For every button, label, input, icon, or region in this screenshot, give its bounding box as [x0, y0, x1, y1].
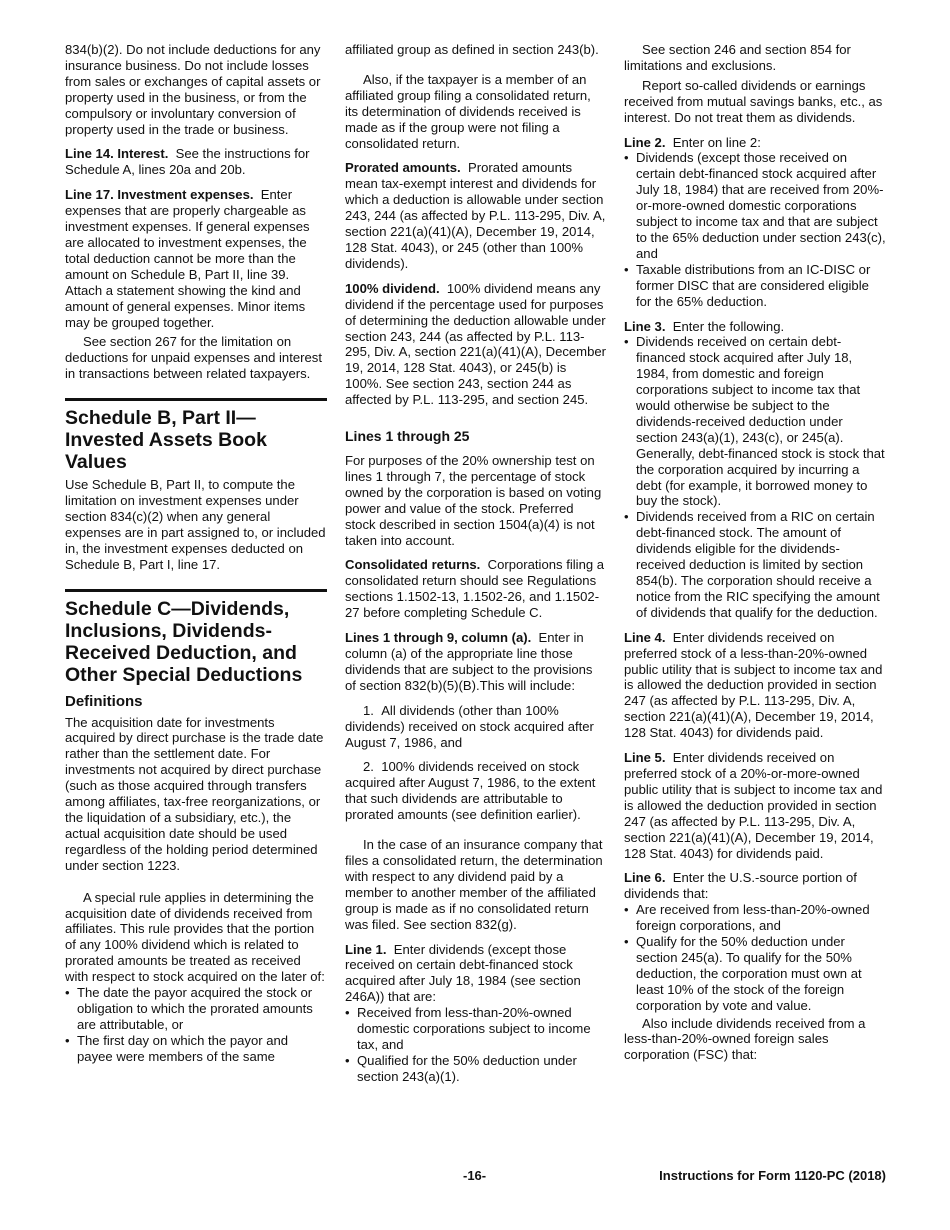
- bullet-item: • Qualified for the 50% deduction under section 243(a)(1).: [345, 1053, 607, 1085]
- column-3: [624, 42, 887, 1072]
- bullet-item: • Dividends received from a RIC on certain debt-financed stock. The amount of dividends eligible for the dividends-received deduction is limited by section 854(b). The corporation should receive a notice from the RIC specifying the amount of dividends that qualify for the deduction.: [624, 509, 887, 620]
- consolidated-paragraph: Consolidated returns. Corporations filing a consolidated return should see Regulations sections 1.1502-13, 1.1502-26, and 1.1502-27 before completing Schedule C.: [345, 557, 605, 621]
- prorated-paragraph: Prorated amounts. Prorated amounts mean tax-exempt interest and dividends for which a deduction is allowable under section 243, 244 (as affected by P.L. 113-295, Div. A, section 221(a)(41)(A), December 19, 2014, 128 Stat. 4043), or 245 (other than 100% dividends).: [345, 160, 606, 271]
- paragraph: Also, if the taxpayer is a member of an affiliated group filing a consolidated return, its determination of dividends received is made as if the group were not filing a consolidated return.: [345, 71, 591, 151]
- paragraph: affiliated group as defined in section 243(b).: [345, 42, 599, 57]
- line-2-heading: Line 2.: [624, 134, 666, 150]
- dividend-100-heading: 100% dividend.: [345, 280, 440, 296]
- numbered-item: 1. All dividends (other than 100% dividends) received on stock acquired after August 7, 1986, and: [345, 702, 594, 750]
- line-6-paragraph: Line 6. Enter the U.S.-source portion of dividends that:: [624, 870, 857, 902]
- bullet-item: • The first day on which the payor and payee were members of the same: [65, 1033, 327, 1065]
- numbered-item: 2. 100% dividends received on stock acquired after August 7, 1986, to the extent that such dividends are attributable to prorated amounts (see definition earlier).: [345, 759, 596, 823]
- paragraph: The acquisition date for investments acquired by direct purchase is the trade date rather than the settlement date. For investments not acquired by direct purchase (such as those acquired through transfers among affiliates, tax-free reorganizations, or the liquidation of a subsidiary, etc.), the actual acquisition date should be used regardless of the holding period determined under section 1223.: [65, 714, 324, 873]
- line-5-paragraph: Line 5. Enter dividends received on preferred stock of a 20%-or-more-owned public utility that is subject to income tax and is allowed the deduction provided in section 247 (as affected by P.L. 113-295, Div. A, section 221(a)(41)(A), December 19, 2014, 128 Stat. 4043) for dividends paid.: [624, 750, 883, 861]
- consolidated-heading: Consolidated returns.: [345, 557, 481, 573]
- lines-1-9-heading: Lines 1 through 9, column (a).: [345, 630, 532, 646]
- paragraph: 834(b)(2). Do not include deductions for any insurance business. Do not include losses from sales or exchanges of capital assets or property used in the business, or from the compulsory or involuntary conversion of property used in the trade or business.: [65, 42, 321, 137]
- line-17-paragraph: Line 17. Investment expenses. Enter expenses that are properly chargeable as investment expenses. If general expenses are allocated to investment expenses, the total deduction cannot be more than the amount on Schedule B, Part II, line 39. Attach a statement showing the kind and amount of general expenses. Minor items may be grouped together.: [65, 187, 310, 330]
- line-2-paragraph: Line 2. Enter on line 2:: [624, 134, 761, 150]
- bullet-item: • Received from less-than-20%-owned domestic corporations subject to income tax, and: [345, 1005, 607, 1053]
- line-6-heading: Line 6.: [624, 870, 666, 886]
- line-17-heading: Line 17. Investment expenses.: [65, 187, 254, 203]
- column-1: [65, 42, 327, 1065]
- paragraph: Also include dividends received from a less-than-20%-owned foreign sales corporation (FSC) that:: [624, 1015, 866, 1063]
- bullet-item: • Taxable distributions from an IC-DISC or former DISC that are considered eligible for the 65% deduction.: [624, 262, 887, 310]
- line-3-paragraph: Line 3. Enter the following.: [624, 318, 785, 334]
- lines-1-9-paragraph: Lines 1 through 9, column (a). Enter in column (a) of the appropriate line those dividends that are subject to the provisions of section 832(b)(5)(B).This will include:: [345, 630, 593, 693]
- paragraph: See section 246 and section 854 for limitations and exclusions.: [624, 42, 851, 73]
- line-4-heading: Line 4.: [624, 629, 666, 645]
- bullet-item: • Dividends received on certain debt-financed stock acquired after July 18, 1984, from domestic and foreign corporations subject to income tax that would otherwise be subject to the dividends-received deduction under section 243(a)(1), 243(c), or 245(a). Generally, debt-financed stock is stock that the corporation acquired by incurring a debt (for example, it borrowed money to buy the stock).: [624, 334, 887, 509]
- bullet-item: • The date the payor acquired the stock or obligation to which the prorated amounts are attributable, or: [65, 985, 327, 1033]
- line-1-heading: Line 1.: [345, 941, 387, 957]
- line-4-paragraph: Line 4. Enter dividends received on preferred stock of a less-than-20%-owned public utility that is subject to income tax and is allowed the deduction provided in section 247 (as affected by P.L. 113-295, Div. A, section 221(a)(41)(A), December 19, 2014, 128 Stat. 4043) for dividends paid.: [624, 629, 883, 741]
- definitions-heading: Definitions: [65, 692, 143, 710]
- paragraph: A special rule applies in determining the acquisition date of dividends received from affiliates. This rule provides that the portion of any 100% dividend which is related to prorated amounts be treated as received with respect to stock acquired on the later of:: [65, 889, 325, 985]
- paragraph: In the case of an insurance company that files a consolidated return, the determination with respect to any dividend paid by a member to another member of the affiliated group is made as if no consolidated return was filed. See section 832(g).: [345, 837, 603, 932]
- bullet-item: • Qualify for the 50% deduction under section 245(a). To qualify for the 50% deduction, the corporation must own at least 10% of the stock of the foreign corporation by vote and value.: [624, 934, 887, 1014]
- paragraph: Use Schedule B, Part II, to compute the limitation on investment expenses under section 834(c)(2) when any general expenses are in part assigned to, or included in, the investment expenses deducted on Schedule B, Part I, line 17.: [65, 477, 326, 572]
- line-5-heading: Line 5.: [624, 750, 666, 766]
- column-2: [345, 42, 607, 1085]
- page-number: -16-: [463, 1168, 487, 1183]
- prorated-heading: Prorated amounts.: [345, 160, 461, 176]
- line-14-paragraph: Line 14. Interest. See the instructions for Schedule A, lines 20a and 20b.: [65, 146, 310, 178]
- dividend-100-paragraph: 100% dividend. 100% dividend means any dividend if the percentage used for purposes of determining the deduction allowable under section 243, 244 (as affected by P.L. 113-295, Div. A, section 221(a)(41)(A), December 19, 2014, 128 Stat. 4043), or 245(b) is 100%. See section 243, section 244 as affected by P.L. 113-295, and section 245.: [345, 280, 607, 408]
- schedule-b-title: Schedule B, Part II—Invested Assets Book Values: [65, 407, 267, 474]
- line-1-paragraph: Line 1. Enter dividends (except those received on certain debt-financed stock acquired after July 18, 1984 (see section 246A)) that are:: [345, 941, 581, 1005]
- bullet-item: • Dividends (except those received on certain debt-financed stock acquired after July 18, 1984) that are received from 20%-or-more-owned domestic corporations subject to income tax and that are subject to the 65% deduction under section 243(c), and: [624, 150, 887, 261]
- section-divider: [65, 398, 327, 401]
- lines-1-25-heading: Lines 1 through 25: [345, 428, 470, 445]
- bullet-item: • Are received from less-than-20%-owned foreign corporations, and: [624, 902, 887, 934]
- paragraph: Report so-called dividends or earnings received from mutual savings banks, etc., as interest. Do not treat them as dividends.: [624, 77, 883, 125]
- line-3-heading: Line 3.: [624, 318, 666, 334]
- paragraph: See section 267 for the limitation on deductions for unpaid expenses and interest in transactions between related taxpayers.: [65, 334, 322, 382]
- section-divider: [65, 589, 327, 592]
- form-title: Instructions for Form 1120-PC (2018): [659, 1168, 886, 1183]
- schedule-c-title: Schedule C—Dividends, Inclusions, Dividends-Received Deduction, and Other Special Deductions: [65, 597, 303, 686]
- paragraph: For purposes of the 20% ownership test on lines 1 through 7, the percentage of stock owned by the corporation is based on voting power and value of the stock. Preferred stock described in section 1504(a)(4) is not taken into account.: [345, 453, 602, 548]
- line-14-heading: Line 14. Interest.: [65, 146, 169, 162]
